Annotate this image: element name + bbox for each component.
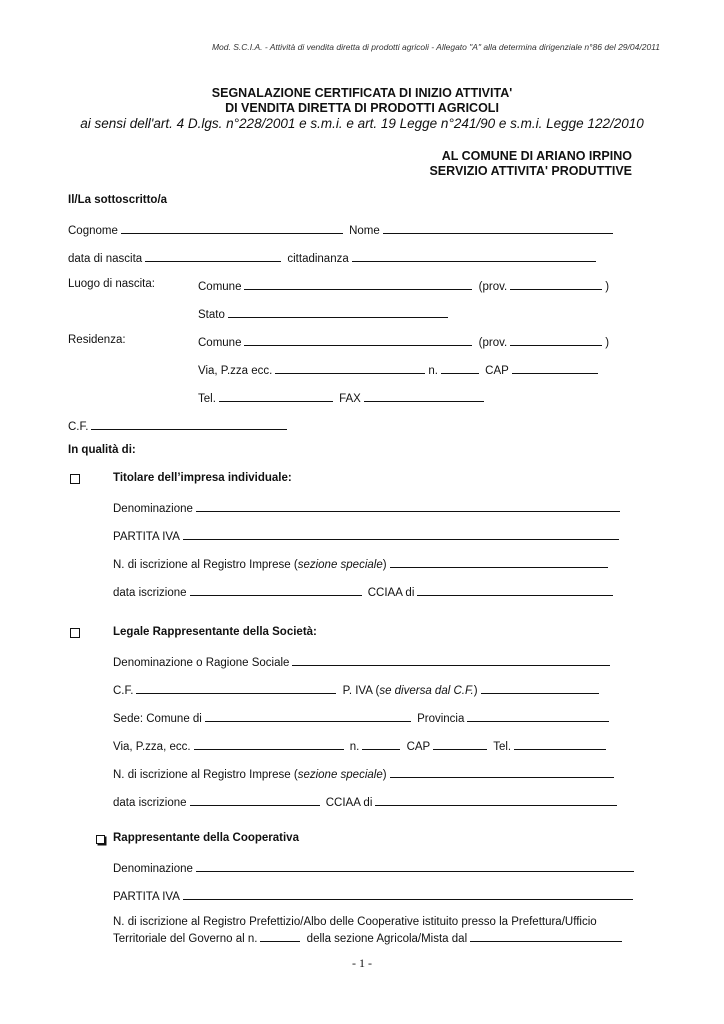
legale-iscrizione-field[interactable] xyxy=(390,766,614,778)
residenza-via-row xyxy=(198,362,601,377)
nascita-row xyxy=(68,250,599,265)
sede-label: Sede: Comune di xyxy=(113,713,202,725)
addressee-line2: SERVIZIO ATTIVITA' PRODUTTIVE xyxy=(429,164,632,178)
titolare-iscrizione-row xyxy=(113,556,611,571)
denominazione-label: Denominazione xyxy=(113,863,193,875)
cittadinanza-label: cittadinanza xyxy=(287,253,349,265)
legale-checkbox[interactable] xyxy=(70,628,80,638)
cooperativa-albo-numero-field[interactable] xyxy=(260,930,300,942)
iscrizione-label-italic: sezione speciale xyxy=(297,769,383,781)
titolare-data-row xyxy=(113,584,616,599)
cognome-field[interactable] xyxy=(121,222,343,234)
prov-open-label: (prov. xyxy=(478,337,508,349)
legale-cf-field[interactable] xyxy=(136,682,336,694)
piva-label-b: ) xyxy=(473,685,478,697)
in-qualita-label: In qualità di: xyxy=(68,444,136,456)
n-label: n. xyxy=(428,365,438,377)
cooperativa-piva-row xyxy=(113,888,636,903)
prov-open-label: (prov. xyxy=(478,281,508,293)
titolare-piva-field[interactable] xyxy=(183,528,619,540)
cf-label: C.F. xyxy=(68,421,89,433)
luogo-nascita-label: Luogo di nascita: xyxy=(68,278,155,290)
legale-civico-field[interactable] xyxy=(362,738,400,750)
legale-sede-row xyxy=(113,710,612,725)
iscrizione-label-italic: sezione speciale xyxy=(297,559,383,571)
addressee-line1: AL COMUNE DI ARIANO IRPINO xyxy=(441,149,632,163)
sottoscritto-label: Il/La sottoscritto/a xyxy=(68,194,168,206)
cooperativa-para-line2-a: Territoriale del Governo al n. xyxy=(113,933,258,945)
prov-close-label: ) xyxy=(605,337,610,349)
legale-heading: Legale Rappresentante della Società: xyxy=(113,626,317,638)
legale-data-row xyxy=(113,794,620,809)
legale-denominazione-field[interactable] xyxy=(292,654,610,666)
legale-denominazione-row xyxy=(113,654,613,669)
legale-provincia-field[interactable] xyxy=(467,710,609,722)
n-label: n. xyxy=(349,741,360,753)
nome-label: Nome xyxy=(349,225,380,237)
legale-via-row xyxy=(113,738,609,753)
stato-field[interactable] xyxy=(228,306,448,318)
comune-nascita-field[interactable] xyxy=(244,278,472,290)
titolare-checkbox[interactable] xyxy=(70,474,80,484)
cooperativa-para-line2 xyxy=(113,930,645,947)
legale-sede-field[interactable] xyxy=(205,710,411,722)
cap-label: CAP xyxy=(485,365,509,377)
titolare-iscrizione-field[interactable] xyxy=(390,556,608,568)
via-label: Via, P.zza, ecc. xyxy=(113,741,191,753)
cciaa-label: CCIAA di xyxy=(367,587,415,599)
civico-residenza-field[interactable] xyxy=(441,362,479,374)
form-subtitle: ai sensi dell'art. 4 D.lgs. n°228/2001 e s.m.i. e art. 19 Legge n°241/90 e s.m.i. Legge 122/2010 xyxy=(80,116,644,131)
legale-piva-field[interactable] xyxy=(481,682,599,694)
iscrizione-label-a: N. di iscrizione al Registro Imprese ( xyxy=(113,559,298,571)
cooperativa-heading: Rappresentante della Cooperativa xyxy=(113,832,299,844)
legale-cf-row xyxy=(113,682,602,697)
denominazione-label: Denominazione o Ragione Sociale xyxy=(113,657,290,669)
cittadinanza-field[interactable] xyxy=(352,250,596,262)
stato-label: Stato xyxy=(198,309,225,321)
cooperativa-para-line2-b: della sezione Agricola/Mista dal xyxy=(306,933,468,945)
cooperativa-denominazione-field[interactable] xyxy=(196,860,634,872)
form-title-line1: SEGNALAZIONE CERTIFICATA DI INIZIO ATTIVITA' xyxy=(211,86,513,100)
data-nascita-field[interactable] xyxy=(145,250,281,262)
nome-field[interactable] xyxy=(383,222,613,234)
form-title-line2: DI VENDITA DIRETTA DI PRODOTTI AGRICOLI xyxy=(225,101,499,115)
residenza-comune-row xyxy=(198,334,609,349)
prov-nascita-field[interactable] xyxy=(510,278,602,290)
piva-label-a: P. IVA ( xyxy=(342,685,380,697)
cooperativa-piva-field[interactable] xyxy=(183,888,633,900)
iscrizione-label-b: ) xyxy=(382,769,387,781)
data-iscrizione-label: data iscrizione xyxy=(113,587,187,599)
cf-field[interactable] xyxy=(91,418,287,430)
fax-label: FAX xyxy=(339,393,361,405)
cf-row xyxy=(68,418,290,433)
titolare-denominazione-field[interactable] xyxy=(196,500,620,512)
prov-residenza-field[interactable] xyxy=(510,334,602,346)
residenza-tel-row xyxy=(198,390,487,405)
via-residenza-field[interactable] xyxy=(275,362,425,374)
cooperativa-paragraph xyxy=(113,915,645,947)
partita-iva-label: PARTITA IVA xyxy=(113,891,180,903)
titolare-data-iscrizione-field[interactable] xyxy=(190,584,362,596)
comune-label: Comune xyxy=(198,337,242,349)
cognome-nome-row xyxy=(68,222,616,237)
residenza-label: Residenza: xyxy=(68,334,126,346)
provincia-label: Provincia xyxy=(417,713,465,725)
comune-residenza-field[interactable] xyxy=(244,334,472,346)
tel-label: Tel. xyxy=(198,393,216,405)
page-number: - 1 - xyxy=(352,956,372,970)
legale-cap-field[interactable] xyxy=(433,738,487,750)
header-note: Mod. S.C.I.A. - Attività di vendita diretta di prodotti agricoli - Allegato "A" alla determina dirigenziale n°86 del 29/04/2011 xyxy=(211,42,660,52)
partita-iva-label: PARTITA IVA xyxy=(113,531,180,543)
denominazione-label: Denominazione xyxy=(113,503,193,515)
cf-label: C.F. xyxy=(113,685,134,697)
comune-label: Comune xyxy=(198,281,242,293)
legale-via-field[interactable] xyxy=(194,738,344,750)
cap-residenza-field[interactable] xyxy=(512,362,598,374)
prov-close-label: ) xyxy=(605,281,610,293)
cap-label: CAP xyxy=(406,741,431,753)
data-iscrizione-label: data iscrizione xyxy=(113,797,187,809)
legale-iscrizione-row xyxy=(113,766,617,781)
cooperativa-para-line1: N. di iscrizione al Registro Prefettizio/Albo delle Cooperative istituito presso la Prefettura/Ufficio xyxy=(113,916,597,928)
legale-cciaa-field[interactable] xyxy=(375,794,617,806)
via-label: Via, P.zza ecc. xyxy=(198,365,273,377)
cooperativa-denominazione-row xyxy=(113,860,637,875)
titolare-piva-row xyxy=(113,528,622,543)
titolare-heading: Titolare dell’impresa individuale: xyxy=(113,472,292,484)
tel-label: Tel. xyxy=(493,741,512,753)
piva-label-italic: se diversa dal C.F. xyxy=(379,685,474,697)
tel-field[interactable] xyxy=(219,390,333,402)
cognome-label: Cognome xyxy=(68,225,118,237)
fax-field[interactable] xyxy=(364,390,484,402)
iscrizione-label-b: ) xyxy=(382,559,387,571)
stato-row xyxy=(198,306,451,321)
titolare-cciaa-field[interactable] xyxy=(417,584,613,596)
cooperativa-checkbox[interactable] xyxy=(96,835,105,844)
iscrizione-label-a: N. di iscrizione al Registro Imprese ( xyxy=(113,769,298,781)
titolare-denominazione-row xyxy=(113,500,623,515)
luogo-nascita-comune-row xyxy=(198,278,609,293)
legale-data-iscrizione-field[interactable] xyxy=(190,794,320,806)
data-nascita-label: data di nascita xyxy=(68,253,143,265)
cooperativa-albo-data-field[interactable] xyxy=(470,930,622,942)
cciaa-label: CCIAA di xyxy=(325,797,373,809)
legale-tel-field[interactable] xyxy=(514,738,606,750)
